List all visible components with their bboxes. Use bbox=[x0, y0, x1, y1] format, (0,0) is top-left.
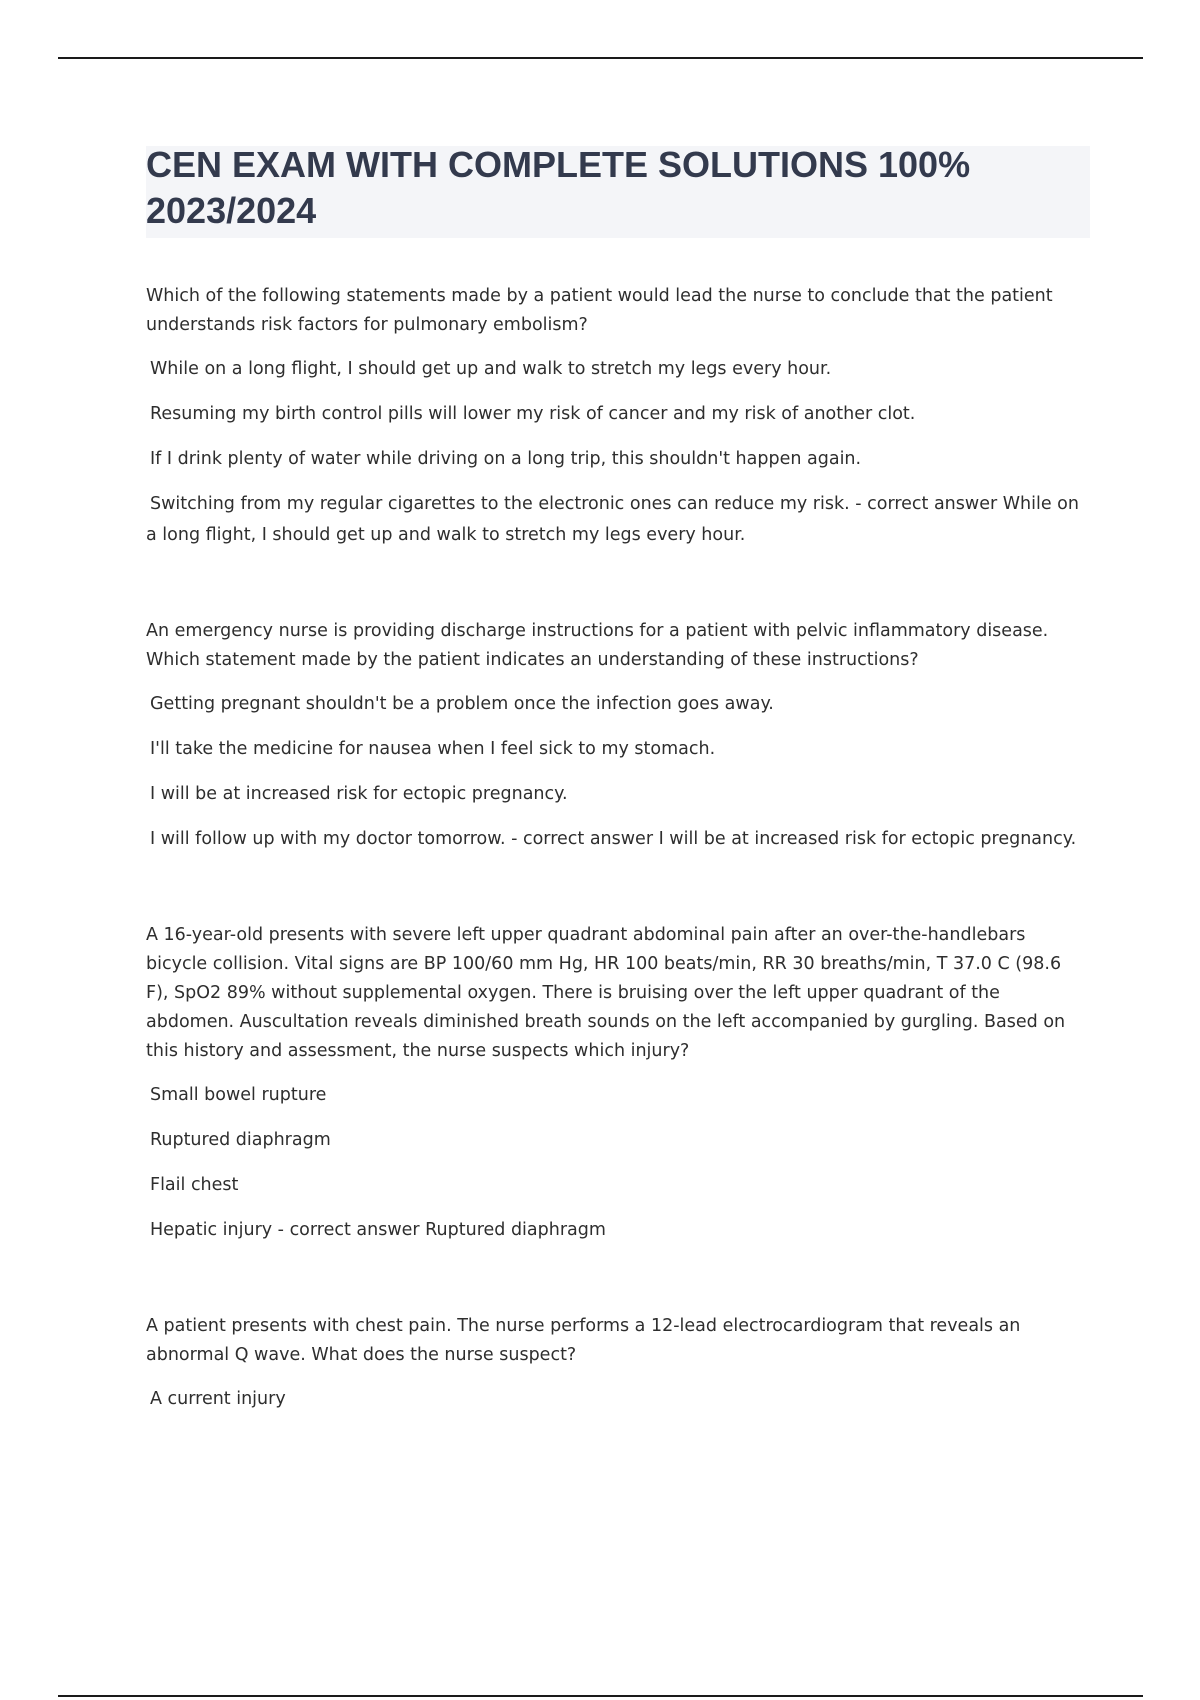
question-3 bbox=[146, 921, 1086, 1246]
answer-option-with-solution: I will follow up with my doctor tomorrow. - correct answer I will be at increased risk for ectopic pregnancy. bbox=[150, 829, 1077, 849]
answer-option: A current injury bbox=[150, 1389, 286, 1409]
question-text: A 16-year-old presents with severe left upper quadrant abdominal pain after an over-the-handlebars bicycle collision. Vital signs are BP 100/60 mm Hg, HR 100 beats/min, RR 30 breaths/min, T 37.0 C (98.6 F), SpO2 89% without supplemental oxygen. There is bruising over the left upper quadrant of the abdomen. Auscultation reveals diminished breath sounds on the left accompanied by gurgling. Based on this history and assessment, the nurse suspects which injury? bbox=[146, 925, 1066, 1061]
answer-option: Ruptured diaphragm bbox=[150, 1130, 331, 1150]
header-rule bbox=[58, 57, 1143, 59]
question-text: An emergency nurse is providing discharge instructions for a patient with pelvic inflammatory disease. Which statement made by the patient indicates an understanding of these instructions? bbox=[146, 621, 1049, 670]
question-4 bbox=[146, 1312, 1086, 1415]
answer-option: I'll take the medicine for nausea when I feel sick to my stomach. bbox=[150, 739, 716, 759]
answer-option: Flail chest bbox=[150, 1175, 239, 1195]
answer-option-with-solution: Hepatic injury - correct answer Ruptured diaphragm bbox=[150, 1220, 606, 1240]
question-text: A patient presents with chest pain. The nurse performs a 12-lead electrocardiogram that reveals an abnormal Q wave. What does the nurse suspect? bbox=[146, 1316, 1021, 1365]
footer-rule bbox=[58, 1695, 1143, 1697]
answer-option: While on a long flight, I should get up and walk to stretch my legs every hour. bbox=[150, 359, 832, 379]
answer-option: If I drink plenty of water while driving on a long trip, this shouldn't happen again. bbox=[150, 449, 862, 469]
answer-option: Getting pregnant shouldn't be a problem once the infection goes away. bbox=[150, 694, 774, 714]
answer-option-with-solution: Switching from my regular cigarettes to the electronic ones can reduce my risk. - correct answer While on a long flight, I should get up and walk to stretch my legs every hour. bbox=[146, 494, 1079, 545]
document-title: CEN EXAM WITH COMPLETE SOLUTIONS 100% 2023/2024 bbox=[146, 144, 971, 231]
question-text: Which of the following statements made by a patient would lead the nurse to conclude that the patient understands risk factors for pulmonary embolism? bbox=[146, 286, 1053, 335]
question-2 bbox=[146, 617, 1086, 855]
answer-option: I will be at increased risk for ectopic pregnancy. bbox=[150, 784, 568, 804]
answer-option: Small bowel rupture bbox=[150, 1085, 327, 1105]
answer-option: Resuming my birth control pills will lower my risk of cancer and my risk of another clot. bbox=[150, 404, 916, 424]
question-list bbox=[146, 282, 1086, 1481]
question-1 bbox=[146, 282, 1086, 551]
